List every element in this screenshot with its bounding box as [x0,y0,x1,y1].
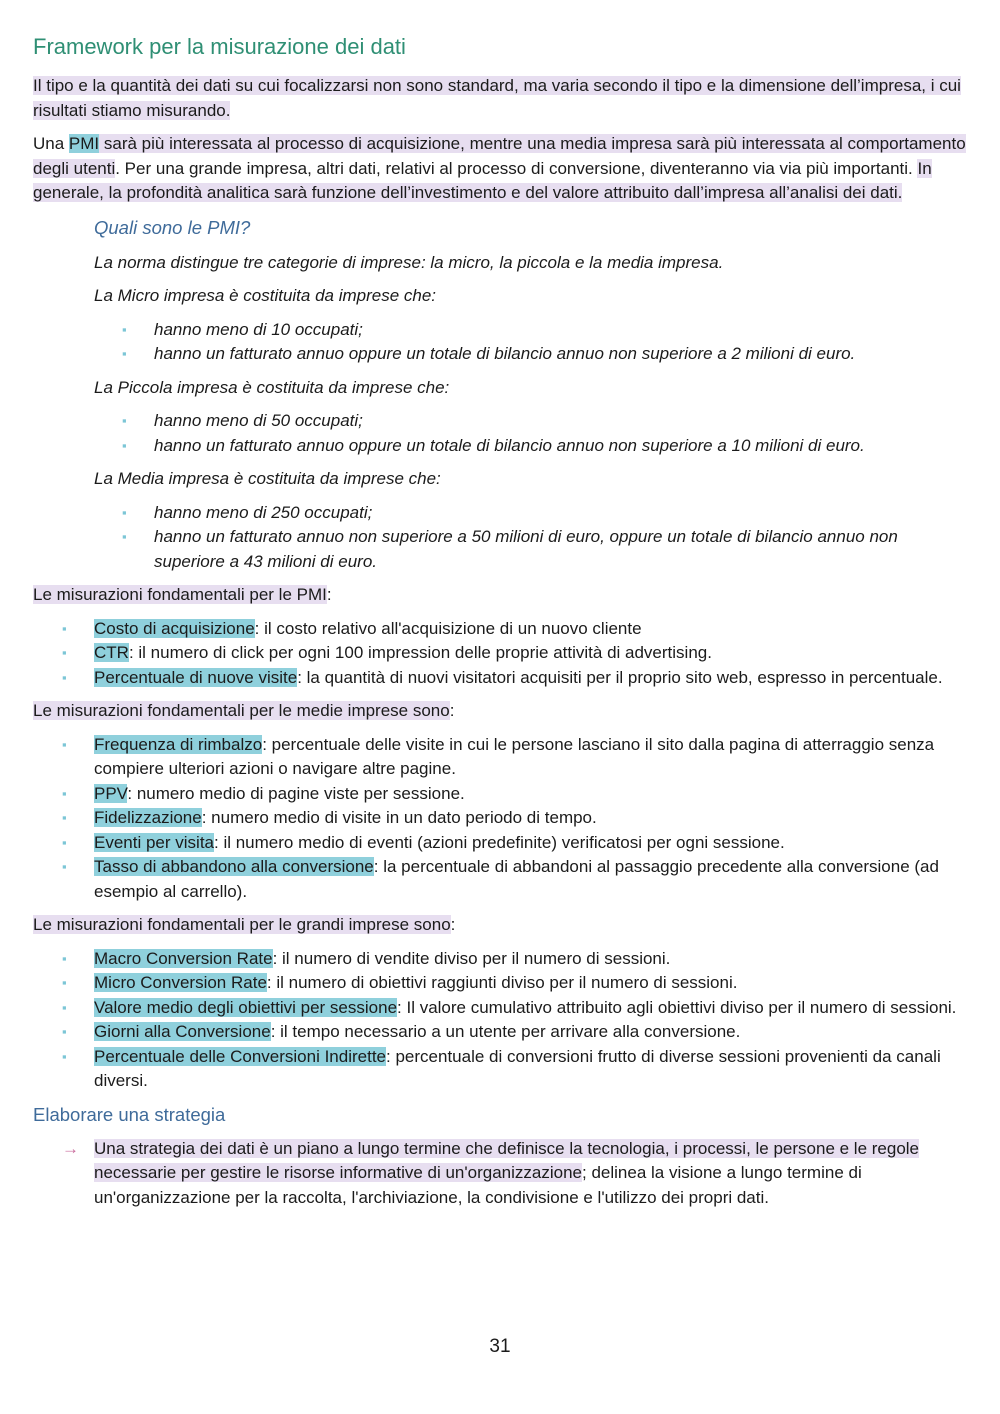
metric-desc: : il tempo necessario a un utente per arrivare alla conversione. [270,1022,741,1041]
list-item [33,666,968,691]
metric-desc: : il numero medio di eventi (azioni predefinite) verificatosi per ogni sessione. [214,832,785,852]
list-item [33,947,968,972]
metric-term: Macro Conversion Rate [94,948,273,968]
square-bullet-icon: ▪ [122,529,127,544]
square-bullet-icon: ▪ [62,810,67,825]
pmi-metrics-intro [33,583,968,608]
piccola-intro: La Piccola impresa è costituita da imprese che: [94,377,450,397]
list-item [33,1045,968,1094]
list-item [33,971,968,996]
list-item [33,342,968,367]
square-bullet-icon: ▪ [62,785,67,801]
metric-term: Costo di acquisizione [94,618,255,638]
list-item [33,434,968,459]
square-bullet-icon: ▪ [122,437,127,453]
metric-desc: : il costo relativo all'acquisizione di un nuovo cliente [254,618,642,638]
pmi-metrics-list [33,617,968,691]
metric-desc: : Il valore cumulativo attribuito agli obiettivi diviso per il numero di sessioni. [397,997,957,1017]
list-item [33,409,968,434]
section-title: Framework per la misurazione dei dati [33,34,406,59]
micro-list [33,318,968,367]
list-item [33,782,968,807]
square-bullet-icon: ▪ [62,975,67,990]
list-item [33,501,968,526]
text: : [450,915,456,934]
media-list [33,501,968,575]
text: . Per una grande impresa, altri dati, relativi al processo di conversione, diventeranno via via più importanti. [115,158,918,178]
square-bullet-icon: ▪ [62,834,67,850]
list-item [33,1137,968,1211]
item-text: hanno un fatturato annuo non superiore a 50 milioni di euro, oppure un totale di bilancio annuo non superiore a 43 milioni di euro. [154,527,898,571]
list-item [33,831,968,856]
media-intro: La Media impresa è costituita da imprese che: [94,469,441,488]
metric-term: Percentuale delle Conversioni Indirette [94,1046,387,1066]
metric-term: Valore medio degli obiettivi per sessione [94,997,398,1017]
metric-term: Fidelizzazione [94,808,202,827]
highlight-pmi: PMI [68,134,100,153]
square-bullet-icon: ▪ [62,1048,67,1064]
item-text: hanno meno di 50 occupati; [154,411,363,430]
list-item [33,1020,968,1045]
square-bullet-icon: ▪ [62,1024,67,1039]
square-bullet-icon: ▪ [62,736,67,752]
highlight: Una strategia dei dati è un piano a lungo termine che definisce la tecnologia, i processi, le persone e le regole necessarie per gestire le risorse informative di un'organizzazione [94,1138,920,1182]
list-item [33,733,968,782]
highlight: In generale, la profondità analitica sarà funzione dell’investimento e del valore attribuito dall’impresa all’analisi dei dati. [33,158,932,202]
metric-term: Eventi per visita [94,832,214,852]
strategy-list [33,1137,968,1211]
text: : [449,701,455,720]
metric-desc: : il numero di vendite diviso per il numero di sessioni. [272,948,671,968]
pmi-norm: La norma distingue tre categorie di imprese: la micro, la piccola e la media impresa. [94,252,724,272]
document-page [33,30,968,1219]
metric-term: PPV [94,783,128,803]
list-item [33,525,968,574]
metric-desc: : la percentuale di abbandoni al passaggio precedente alla conversione (ad esempio al carrello). [94,857,939,901]
square-bullet-icon: ▪ [122,346,127,361]
piccola-list [33,409,968,458]
medie-metrics-intro [33,699,968,724]
item-text: hanno meno di 10 occupati; [154,319,363,339]
square-bullet-icon: ▪ [62,999,67,1015]
metric-desc: : la quantità di nuovi visitatori acquisiti per il proprio sito web, espresso in percentuale. [297,667,943,687]
metric-desc: : numero medio di visite in un dato periodo di tempo. [201,808,597,827]
list-item [33,996,968,1021]
metric-desc: : il numero di obiettivi raggiunti diviso per il numero di sessioni. [266,973,738,992]
square-bullet-icon: ▪ [122,321,127,337]
square-bullet-icon: ▪ [122,504,127,520]
metric-term: Micro Conversion Rate [94,973,267,992]
intro-paragraph-1 [33,74,968,123]
highlight: Le misurazioni fondamentali per le medie imprese sono [33,701,450,720]
square-bullet-icon: ▪ [62,645,67,660]
strategy-heading: Elaborare una strategia [33,1103,226,1125]
metric-term: CTR [94,643,129,662]
square-bullet-icon: ▪ [62,620,67,636]
highlight: Le misurazioni fondamentali per le PMI [33,585,327,604]
list-item [33,641,968,666]
grandi-metrics-intro [33,913,968,938]
metric-desc: : il numero di click per ogni 100 impression delle proprie attività di advertising. [128,643,712,662]
text: ; delinea la visione a lungo termine di un'organizzazione per la raccolta, l'archiviazione, la condivisione e l'utilizzo dei propri dati. [94,1163,862,1207]
list-item [33,318,968,343]
item-text: hanno un fatturato annuo oppure un totale di bilancio annuo non superiore a 2 milioni di euro. [154,344,856,363]
highlight: Le misurazioni fondamentali per le grandi imprese sono [33,915,451,934]
page-number: 31 [489,1336,511,1357]
arrow-right-icon: → [62,1138,79,1158]
text: : [326,585,332,604]
metric-desc: : percentuale di conversioni frutto di diverse sessioni provenienti da canali diversi. [94,1046,941,1090]
highlight: Il tipo e la quantità dei dati su cui focalizzarsi non sono standard, ma varia secondo il tipo e la dimensione dell’impresa, i cui risultati stiamo misurando. [33,76,961,120]
square-bullet-icon: ▪ [62,669,67,685]
metric-desc: : percentuale delle visite in cui le persone lasciano il sito dalla pagina di atterraggio senza compiere ulteriori azioni o navigare altre pagine. [94,734,935,778]
text: Una [33,134,69,153]
square-bullet-icon: ▪ [62,950,67,966]
highlight: sarà più interessata al processo di acquisizione, mentre una media impresa sarà più interessata al comportamento degli utenti [33,134,966,178]
metric-desc: : numero medio di pagine viste per sessione. [127,783,465,803]
list-item [33,806,968,831]
square-bullet-icon: ▪ [62,859,67,874]
metric-term: Giorni alla Conversione [94,1022,271,1041]
metric-term: Frequenza di rimbalzo [94,734,263,754]
grandi-metrics-list [33,947,968,1094]
item-text: hanno un fatturato annuo oppure un totale di bilancio annuo non superiore a 10 milioni di euro. [154,435,865,455]
square-bullet-icon: ▪ [122,413,127,428]
list-item [33,617,968,642]
metric-term: Percentuale di nuove visite [94,667,298,687]
intro-paragraph-2 [33,132,968,206]
pmi-subheading: Quali sono le PMI? [94,216,251,238]
medie-metrics-list [33,733,968,905]
item-text: hanno meno di 250 occupati; [154,502,373,522]
metric-term: Tasso di abbandono alla conversione [94,857,374,876]
list-item [33,855,968,904]
micro-intro: La Micro impresa è costituita da imprese che: [94,286,437,305]
